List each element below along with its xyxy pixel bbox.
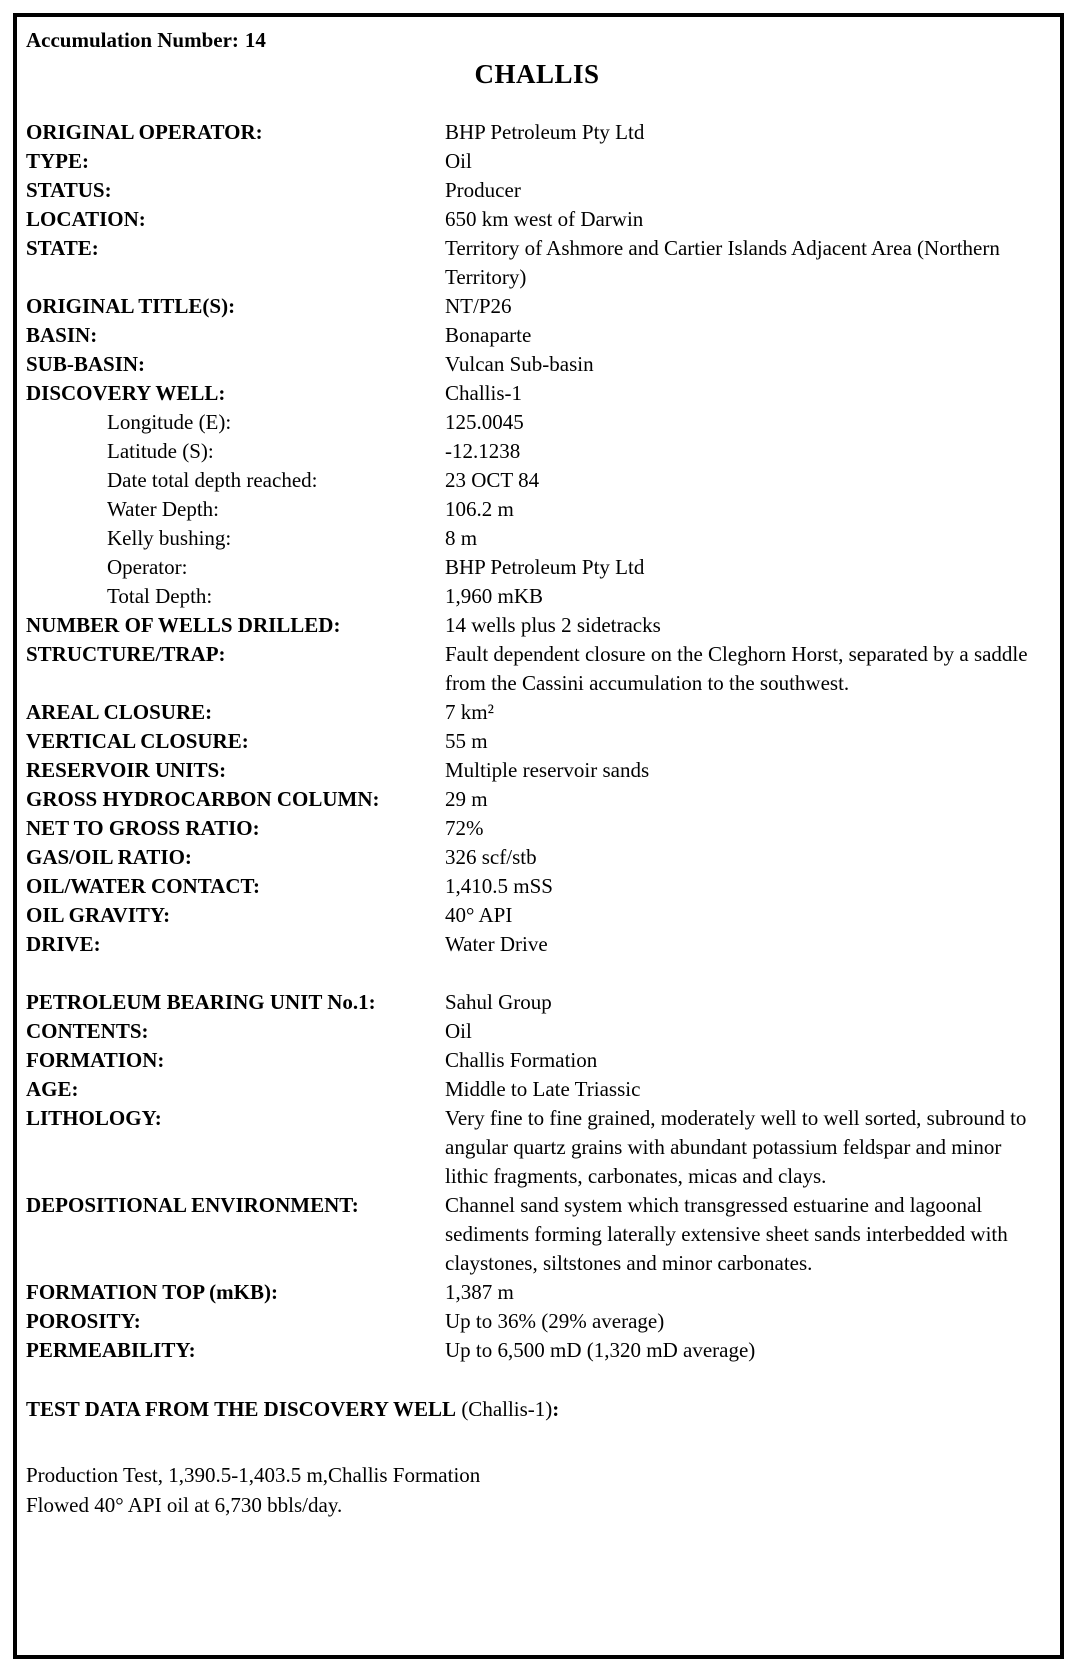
field-label: PETROLEUM BEARING UNIT No.1: [26, 990, 376, 1014]
field-value: Up to 6,500 mD (1,320 mD average) [445, 1338, 756, 1362]
page-title: CHALLIS [474, 59, 600, 89]
field-value: 326 scf/stb [445, 845, 537, 869]
field-label: LITHOLOGY: [26, 1106, 162, 1130]
field-label: TYPE: [26, 149, 89, 173]
field-row [26, 292, 1048, 321]
field-value: 29 m [445, 787, 488, 811]
field-label: Latitude (S): [107, 439, 214, 463]
field-label: STATUS: [26, 178, 112, 202]
field-row [26, 147, 1048, 176]
field-label: POROSITY: [26, 1309, 141, 1333]
field-row [26, 350, 1048, 379]
field-value: 72% [445, 816, 484, 840]
field-row [26, 466, 1048, 495]
field-label: OIL GRAVITY: [26, 903, 171, 927]
field-value: 1,960 mKB [445, 584, 544, 608]
field-label: FORMATION TOP (mKB): [26, 1280, 278, 1304]
field-value: 55 m [445, 729, 488, 753]
field-label: Kelly bushing: [107, 526, 232, 550]
field-row [26, 1191, 1048, 1278]
field-value: Very fine to fine grained, moderately well to well sorted, subround to angular quartz grains with abundant potassium feldspar and minor lithic fragments, carbonates, micas and clays. [445, 1106, 1027, 1188]
field-value: Vulcan Sub-basin [445, 352, 594, 376]
field-row [26, 408, 1048, 437]
field-label: DISCOVERY WELL: [26, 381, 226, 405]
field-value: -12.1238 [445, 439, 521, 463]
field-value: Up to 36% (29% average) [445, 1309, 665, 1333]
field-value: 1,410.5 mSS [445, 874, 553, 898]
field-row [26, 727, 1048, 756]
field-value: BHP Petroleum Pty Ltd [445, 120, 645, 144]
field-label: ORIGINAL TITLE(S): [26, 294, 236, 318]
test-data-heading [26, 1395, 1048, 1424]
field-label: VERTICAL CLOSURE: [26, 729, 249, 753]
field-row [26, 988, 1048, 1017]
field-row [26, 814, 1048, 843]
field-label: Total Depth: [107, 584, 213, 608]
field-row [26, 843, 1048, 872]
field-label: PERMEABILITY: [26, 1338, 196, 1362]
field-label: DRIVE: [26, 932, 101, 956]
field-value: Multiple reservoir sands [445, 758, 650, 782]
test-data-line-flowed: Flowed 40° API oil at 6,730 bbls/day. [26, 1493, 343, 1517]
field-row [26, 611, 1048, 640]
field-label: BASIN: [26, 323, 98, 347]
field-value: 7 km² [445, 700, 494, 724]
test-data-heading-colon: : [552, 1397, 560, 1421]
field-label: NET TO GROSS RATIO: [26, 816, 260, 840]
accumulation-number-value: 14 [244, 28, 266, 52]
field-label: Date total depth reached: [107, 468, 318, 492]
field-row [26, 1046, 1048, 1075]
test-data-lines [26, 1460, 1048, 1520]
field-value: 40° API [445, 903, 513, 927]
field-value: Water Drive [445, 932, 548, 956]
field-label: AGE: [26, 1077, 79, 1101]
field-row [26, 553, 1048, 582]
field-label: DEPOSITIONAL ENVIRONMENT: [26, 1193, 359, 1217]
field-value: Territory of Ashmore and Cartier Islands Adjacent Area (Northern Territory) [445, 236, 1000, 289]
field-row [26, 930, 1048, 959]
field-label: SUB-BASIN: [26, 352, 146, 376]
field-row [26, 1336, 1048, 1365]
field-value: Producer [445, 178, 521, 202]
field-value: 650 km west of Darwin [445, 207, 644, 231]
field-row [26, 756, 1048, 785]
field-row [26, 118, 1048, 147]
field-label: GROSS HYDROCARBON COLUMN: [26, 787, 380, 811]
field-value: NT/P26 [445, 294, 512, 318]
field-label: RESERVOIR UNITS: [26, 758, 227, 782]
field-label: NUMBER OF WELLS DRILLED: [26, 613, 341, 637]
accumulation-number [26, 25, 1048, 55]
field-row [26, 176, 1048, 205]
field-label: LOCATION: [26, 207, 146, 231]
field-value: 1,387 m [445, 1280, 514, 1304]
field-row [26, 379, 1048, 408]
field-value: 125.0045 [445, 410, 524, 434]
fields-list [26, 118, 1048, 1365]
field-row [26, 234, 1048, 292]
field-value: Fault dependent closure on the Cleghorn Horst, separated by a saddle from the Cassini accumulation to the southwest. [445, 642, 1028, 695]
accumulation-number-label: Accumulation Number: [26, 28, 239, 52]
field-value: Bonaparte [445, 323, 532, 347]
field-row [26, 524, 1048, 553]
field-label: AREAL CLOSURE: [26, 700, 213, 724]
field-value: BHP Petroleum Pty Ltd [445, 555, 645, 579]
test-data-line-production: Production Test, 1,390.5-1,403.5 m,Challis Formation [26, 1463, 481, 1487]
field-value: Oil [445, 149, 472, 173]
test-data-heading-bold: TEST DATA FROM THE DISCOVERY WELL [26, 1397, 457, 1421]
field-row [26, 1075, 1048, 1104]
field-value: Oil [445, 1019, 472, 1043]
field-row [26, 205, 1048, 234]
field-label: Water Depth: [107, 497, 220, 521]
field-row [26, 321, 1048, 350]
field-label: GAS/OIL RATIO: [26, 845, 192, 869]
field-value: 106.2 m [445, 497, 514, 521]
test-data-heading-well: (Challis-1) [456, 1397, 553, 1421]
field-row [26, 437, 1048, 466]
field-row [26, 785, 1048, 814]
field-label: STATE: [26, 236, 99, 260]
field-label: FORMATION: [26, 1048, 165, 1072]
field-label: CONTENTS: [26, 1019, 149, 1043]
field-label: Longitude (E): [107, 410, 232, 434]
document-border [13, 13, 1064, 1659]
field-value: Middle to Late Triassic [445, 1077, 641, 1101]
field-row [26, 1278, 1048, 1307]
field-row [26, 1307, 1048, 1336]
field-value: Challis Formation [445, 1048, 598, 1072]
field-value: Channel sand system which transgressed estuarine and lagoonal sediments forming laterally extensive sheet sands interbedded with claystones, siltstones and minor carbonates. [445, 1193, 1008, 1275]
field-value: 8 m [445, 526, 478, 550]
field-label: OIL/WATER CONTACT: [26, 874, 260, 898]
field-value: Sahul Group [445, 990, 552, 1014]
field-row [26, 901, 1048, 930]
field-row [26, 495, 1048, 524]
field-label: STRUCTURE/TRAP: [26, 642, 226, 666]
field-value: Challis-1 [445, 381, 522, 405]
field-row [26, 582, 1048, 611]
field-row [26, 872, 1048, 901]
field-row [26, 1017, 1048, 1046]
field-row [26, 640, 1048, 698]
field-label: ORIGINAL OPERATOR: [26, 120, 263, 144]
field-value: 23 OCT 84 [445, 468, 540, 492]
field-value: 14 wells plus 2 sidetracks [445, 613, 661, 637]
field-label: Operator: [107, 555, 188, 579]
field-row [26, 1104, 1048, 1191]
field-row [26, 698, 1048, 727]
